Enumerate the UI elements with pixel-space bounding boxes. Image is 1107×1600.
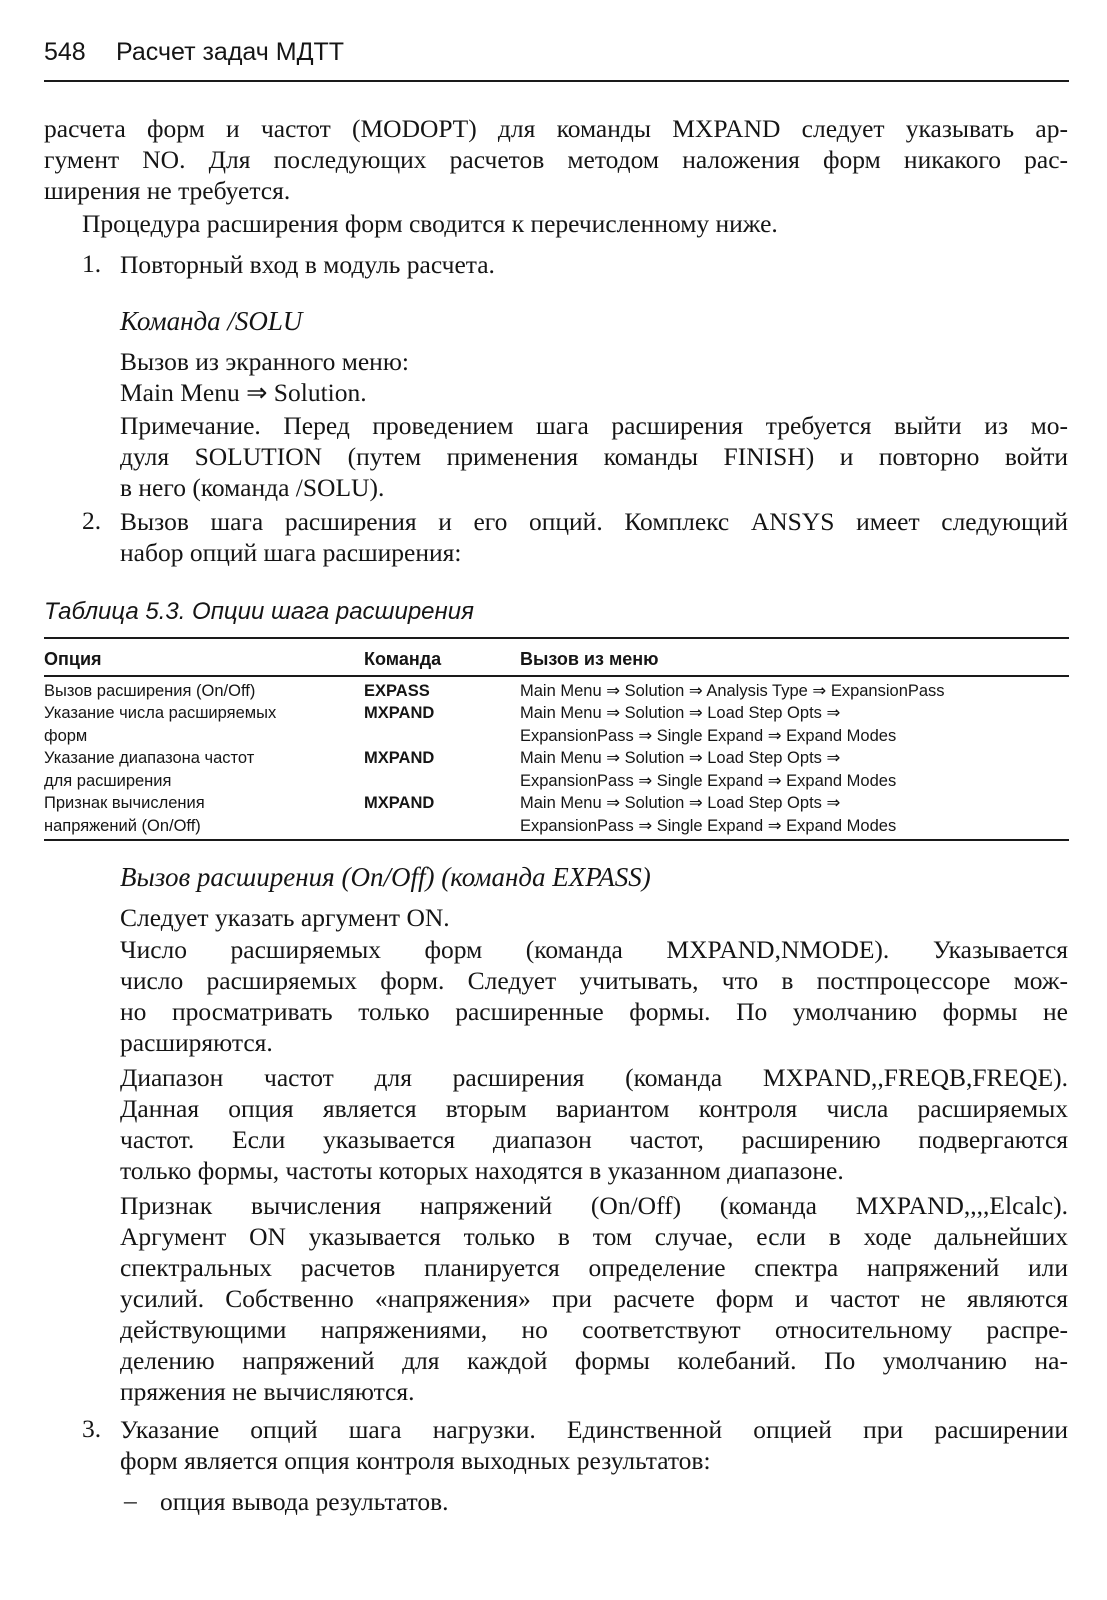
text-line: Примечание. Перед проведением шага расширения требуется выйти из мо- [120,411,1068,440]
text-line: Процедура расширения форм сводится к перечисленному ниже. [82,209,778,238]
text-line: расчета форм и частот (MODOPT) для команды MXPAND следует указывать ар- [44,114,1068,143]
cell-line: Main Menu ⇒ Solution ⇒ Load Step Opts ⇒ [520,794,841,812]
expass-paragraph [120,902,1068,933]
header-divider [44,80,1069,82]
cell-line: Указание числа расширяемых [44,704,277,722]
cell-line: ExpansionPass ⇒ Single Expand ⇒ Expand Modes [520,726,897,745]
text-line: дуля SOLUTION (путем применения команды FINISH) и повторно войти [120,442,1068,471]
table-cell-option [44,702,344,747]
column-header: Опция [44,649,102,669]
cell-line: форм [44,726,88,745]
table-cell-menu [520,702,1080,747]
text-line: делению напряжений для каждой формы колебаний. По умолчанию на- [120,1346,1068,1375]
text-line: Аргумент ON указывается только в том случае, если в ходе дальнейших [120,1222,1068,1251]
list-number: 1. [82,249,102,278]
text-line: набор опций шага расширения: [120,538,462,567]
cell-line: для расширения [44,771,172,790]
table-cell-option [44,680,344,703]
menu-call-block [120,346,1068,408]
section-heading [120,862,1068,893]
text-line: форм является опция контроля выходных результатов: [120,1446,711,1475]
table-caption: Таблица 5.3. Опции шага расширения [44,598,474,625]
text-line: число расширяемых форм. Следует учитывать, что в постпроцессоре мож- [120,966,1068,995]
text-line: Признак вычисления напряжений (On/Off) (команда MXPAND,,,,Elcalc). [120,1191,1068,1220]
elcalc-paragraph [120,1190,1068,1407]
intro-paragraph [44,113,1068,206]
table-cell-command: EXPASS [364,682,430,700]
bullet-dash: – [124,1486,137,1515]
text-line: но просматривать только расширенные формы. По умолчанию формы не [120,997,1068,1026]
text-line: пряжения не вычисляются. [120,1377,415,1406]
text-line: Указание опций шага нагрузки. Единственной опцией при расширении [120,1415,1068,1444]
running-title: Расчет задач МДТТ [116,38,345,66]
text-line: ширения не требуется. [44,176,291,205]
text-line: усилий. Собственно «напряжения» при расчете форм и частот не являются [120,1284,1068,1313]
table-cell-command: MXPAND [364,794,435,812]
table-cell-option [44,747,344,792]
list-number: 3. [82,1414,102,1443]
text-line: в него (команда /SOLU). [120,473,385,502]
text-line: спектральных расчетов планируется определение спектра напряжений или [120,1253,1068,1282]
cell-line: ExpansionPass ⇒ Single Expand ⇒ Expand Modes [520,816,897,835]
text-line: Диапазон частот для расширения (команда MXPAND,,FREQB,FREQE). [120,1063,1068,1092]
text-line: Данная опция является вторым вариантом контроля числа расширяемых [120,1094,1068,1123]
freq-paragraph [120,1062,1068,1186]
cell-line: напряжений (On/Off) [44,816,201,835]
list-number: 2. [82,506,102,535]
list-item-1 [120,249,1068,280]
cell-line: Main Menu ⇒ Solution ⇒ Load Step Opts ⇒ [520,704,841,722]
table-cell-menu [520,792,1080,837]
menu-path-text: Main Menu ⇒ Solution. [120,378,367,407]
text-line: только формы, частоты которых находятся в указанном диапазоне. [120,1156,844,1185]
cell-line: Признак вычисления [44,794,205,812]
text-line: гумент NO. Для последующих расчетов методом наложения форм никакого рас- [44,145,1068,174]
table-top-rule [44,637,1069,639]
text-line: Команда /SOLU [120,306,303,336]
page-number: 548 [44,38,86,66]
table-cell-menu [520,680,1080,703]
text-line: частот. Если указывается диапазон частот, расширению подвергаются [120,1125,1068,1154]
cell-line: ExpansionPass ⇒ Single Expand ⇒ Expand Modes [520,771,897,790]
table-bottom-rule [44,839,1069,841]
column-header: Вызов из меню [520,649,659,669]
table-cell-command: MXPAND [364,704,435,722]
column-header: Команда [364,649,442,669]
bullet-item [160,1486,1060,1517]
list-item-2 [120,506,1068,568]
cell-line: Main Menu ⇒ Solution ⇒ Load Step Opts ⇒ [520,749,841,767]
nmode-paragraph [120,934,1068,1058]
cell-line: Вызов расширения (On/Off) [44,682,256,700]
text-line: Вызов шага расширения и его опций. Комплекс ANSYS имеет следующий [120,507,1068,536]
table-cell-menu [520,747,1080,792]
text-line: действующими напряжениями, но соответствуют относительному распре- [120,1315,1068,1344]
text-line: опция вывода результатов. [160,1487,449,1516]
text-line: расширяются. [120,1028,273,1057]
text-line: Вызов из экранного меню: [120,347,409,376]
text-line: Повторный вход в модуль расчета. [120,250,495,279]
text-line: Следует указать аргумент ON. [120,903,450,932]
running-header [44,38,1068,78]
text-line: Число расширяемых форм (команда MXPAND,NMODE). Указывается [120,935,1068,964]
text-line: Вызов расширения (On/Off) (команда EXPASS) [120,862,651,892]
cell-line: Указание диапазона частот [44,749,255,767]
table-cell-option [44,792,344,837]
cell-line: Main Menu ⇒ Solution ⇒ Analysis Type ⇒ ExpansionPass [520,682,945,700]
table-cell-command: MXPAND [364,749,435,767]
procedure-paragraph [82,208,1068,239]
list-item-3 [120,1414,1068,1476]
command-label [120,306,1068,337]
table-header-rule [44,675,1069,677]
note-paragraph [120,410,1068,503]
